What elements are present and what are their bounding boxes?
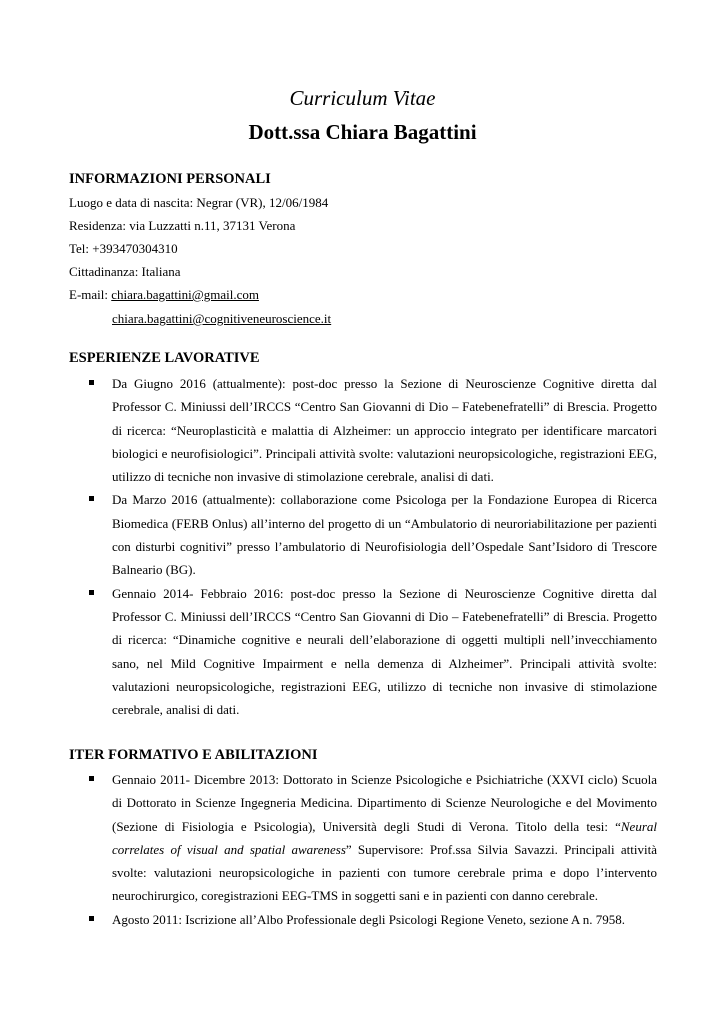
work-item-text: Da Marzo 2016 (attualmente): collaborazione come Psicologa per la Fondazione Europea di Ricerca Biomedica (FERB Onlus) all’interno del progetto di un “Ambulatorio di neuroriabilitazione per pazienti con disturbi cognitivi” presso l’ambulatorio di Neurofisiologia dell’Ospedale Sant’Isidoro di Trescore Balneario (BG). xyxy=(112,492,657,578)
education-heading: ITER FORMATIVO E ABILITAZIONI xyxy=(69,747,318,763)
email-line-secondary xyxy=(112,311,331,327)
work-experience-list xyxy=(0,372,725,721)
list-item xyxy=(0,372,725,488)
education-item-text-end: ” Supervisore: Prof.ssa Silvia Savazzi. Principali attività svolte: valutazioni neuropsicologiche in pazienti con tumore cerebrale prima e dopo l’intervento neurochirurgico, coregistrazioni EEG-TMS in soggetti sani e in pazienti con danno cerebrale. xyxy=(112,841,657,904)
bullet-square-icon xyxy=(89,916,94,921)
list-item xyxy=(0,582,725,722)
bullet-square-icon xyxy=(89,496,94,501)
residence-info: Residenza: via Luzzatti n.11, 37131 Verona xyxy=(69,218,296,233)
list-item xyxy=(0,768,725,908)
citizenship-info: Cittadinanza: Italiana xyxy=(69,264,181,279)
email-link-primary[interactable]: chiara.bagattini@gmail.com xyxy=(111,287,259,302)
phone-info: Tel: +393470304310 xyxy=(69,241,178,256)
personal-info-heading: INFORMAZIONI PERSONALI xyxy=(69,171,271,187)
bullet-square-icon xyxy=(89,590,94,595)
candidate-name: Dott.ssa Chiara Bagattini xyxy=(248,120,477,144)
bullet-square-icon xyxy=(89,380,94,385)
email-label: E-mail: xyxy=(69,287,112,302)
birth-info: Luogo e data di nascita: Negrar (VR), 12/06/1984 xyxy=(69,195,329,210)
thesis-title: Neural correlates of visual and spatial awareness xyxy=(112,818,657,857)
education-list xyxy=(0,768,725,931)
work-item-text: Da Giugno 2016 (attualmente): post-doc presso la Sezione di Neuroscienze Cognitive diretta dal Professor C. Miniussi dell’IRCCS “Centro San Giovanni di Dio – Fatebenefratelli” di Brescia. Progetto di ricerca: “Neuroplasticità e malattia di Alzheimer: un approccio integrato per identificare marcatori biologici e neurofisiologici”. Principali attività svolte: valutazioni neuropsicologiche, registrazioni EEG, utilizzo di tecniche non invasive di stimolazione cerebrale, analisi di dati. xyxy=(112,376,657,485)
email-line xyxy=(69,287,259,303)
education-item-text xyxy=(112,768,657,908)
list-item xyxy=(0,908,725,931)
email-link-secondary[interactable]: chiara.bagattini@cognitiveneuroscience.it xyxy=(112,311,332,326)
education-item-text: Agosto 2011: Iscrizione all’Albo Professionale degli Psicologi Regione Veneto, sezione A n. 7958. xyxy=(112,911,626,927)
list-item xyxy=(0,488,725,581)
work-experience-heading: ESPERIENZE LAVORATIVE xyxy=(69,350,260,366)
document-title: Curriculum Vitae xyxy=(289,86,436,110)
bullet-square-icon xyxy=(89,776,94,781)
education-item-text-start: Gennaio 2011- Dicembre 2013: Dottorato in Scienze Psicologiche e Psichiatriche (XXVI ciclo) Scuola di Dottorato in Scienze Ingegneria Medicina. Dipartimento di Scienze Neurologiche e del Movimento (Sezione di Fisiologia e Psicologia), Università degli Studi di Verona. Titolo della tesi: “ xyxy=(112,772,657,834)
work-item-text: Gennaio 2014- Febbraio 2016: post-doc presso la Sezione di Neuroscienze Cognitive diretta dal Professor C. Miniussi dell’IRCCS “Centro San Giovanni di Dio – Fatebenefratelli” di Brescia. Progetto di ricerca: “Dinamiche cognitive e neurali dell’elaborazione di oggetti multipli nell’invecchiamento sano, nel Mild Cognitive Impairment e nella demenza di Alzheimer”. Principali attività svolte: valutazioni neuropsicologiche, registrazioni EEG, utilizzo di tecniche non invasive di stimolazione cerebrale, analisi di dati. xyxy=(112,585,657,718)
